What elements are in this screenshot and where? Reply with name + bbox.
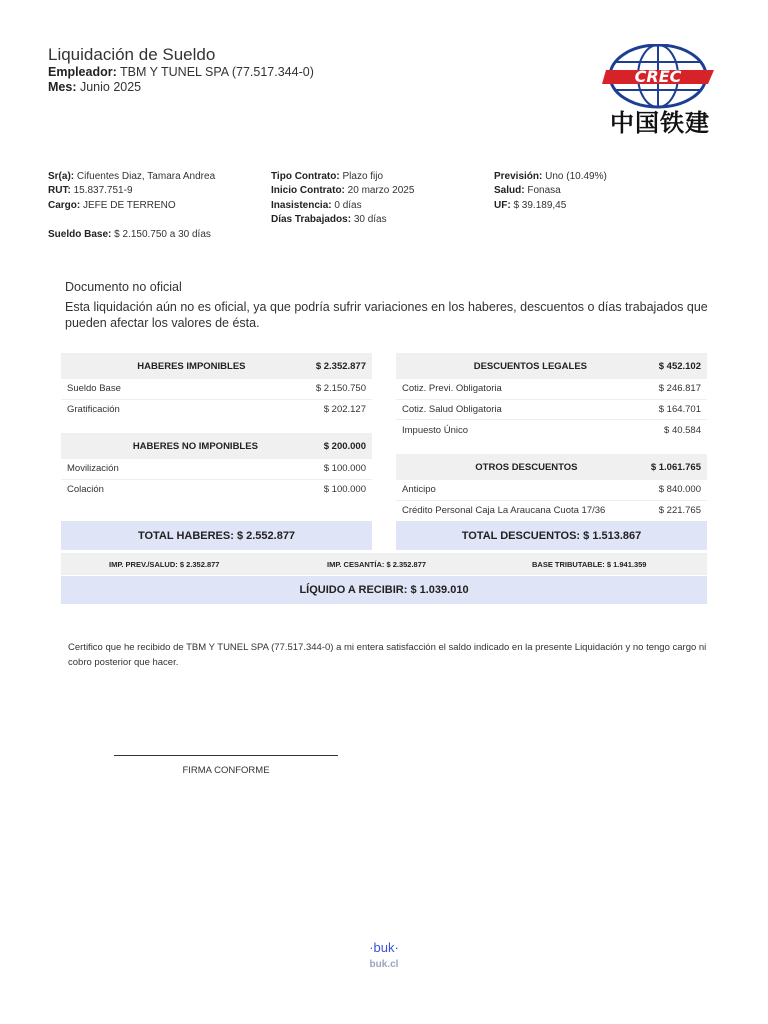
info-line: Salud: Fonasa bbox=[494, 185, 561, 197]
document-title: Liquidación de Sueldo bbox=[48, 45, 216, 64]
imponibles-bar bbox=[61, 553, 707, 575]
total-haberes: TOTAL HABERES: $ 2.552.877 bbox=[61, 521, 372, 550]
base-tributable: BASE TRIBUTABLE: $ 1.941.359 bbox=[532, 560, 647, 569]
table-row: Impuesto Único $ 40.584 bbox=[402, 424, 701, 436]
info-line: Días Trabajados: 30 días bbox=[271, 214, 387, 226]
section-header: DESCUENTOS LEGALES $ 452.102 bbox=[396, 353, 707, 379]
certification-text: Certifico que he recibido de TBM Y TUNEL SPA (77.517.344-0) a mi entera satisfacción el saldo indicado en la presente Liquidación y no tengo cargo ni cobro posterior que hacer. bbox=[68, 642, 707, 668]
info-line: Tipo Contrato: Plazo fijo bbox=[271, 171, 384, 182]
crcc-logo bbox=[600, 44, 720, 140]
info-line: Cargo: JEFE DE TERRENO bbox=[48, 199, 176, 211]
employee-info-col3 bbox=[494, 170, 709, 213]
signature-line bbox=[114, 755, 338, 756]
table-row: Cotiz. Previ. Obligatoria $ 246.817 bbox=[396, 379, 707, 400]
liquido-a-recibir: LÍQUIDO A RECIBIR: $ 1.039.010 bbox=[61, 576, 707, 604]
table-row: Movilización $ 100.000 bbox=[61, 459, 372, 480]
logo-text: CREC bbox=[634, 67, 682, 86]
total-descuentos: TOTAL DESCUENTOS: $ 1.513.867 bbox=[396, 521, 707, 550]
info-line: Previsión: Uno (10.49%) bbox=[494, 171, 607, 182]
signature-label: FIRMA CONFORME bbox=[182, 765, 270, 776]
notice-title: Documento no oficial bbox=[65, 280, 182, 294]
month-value: Junio 2025 bbox=[79, 80, 142, 94]
info-line: UF: $ 39.189,45 bbox=[494, 199, 567, 211]
info-line: Inasistencia: 0 días bbox=[271, 199, 362, 211]
employer-label: Empleador: bbox=[48, 65, 117, 79]
descuentos-legales-table bbox=[396, 353, 707, 441]
imp-cesantia: IMP. CESANTÍA: $ 2.352.877 bbox=[327, 560, 427, 569]
section-header: HABERES IMPONIBLES $ 2.352.877 bbox=[61, 353, 372, 379]
buk-url[interactable]: buk.cl bbox=[369, 959, 399, 970]
table-row: Cotiz. Salud Obligatoria $ 164.701 bbox=[396, 400, 707, 421]
info-line: Sr(a): Cifuentes Diaz, Tamara Andrea bbox=[48, 171, 216, 182]
table-row: Sueldo Base $ 2.150.750 bbox=[61, 379, 372, 400]
buk-logo: ·buk· bbox=[369, 940, 399, 955]
otros-descuentos-table bbox=[396, 454, 707, 521]
section-header: OTROS DESCUENTOS $ 1.061.765 bbox=[396, 454, 707, 480]
haberes-imponibles-table bbox=[61, 353, 372, 420]
imp-prev-salud: IMP. PREV./SALUD: $ 2.352.877 bbox=[109, 560, 220, 569]
sueldo-base-line: Sueldo Base: $ 2.150.750 a 30 días bbox=[48, 228, 211, 240]
employee-info-col1 bbox=[48, 170, 263, 242]
haberes-no-imponibles-table bbox=[61, 433, 372, 500]
table-row: Crédito Personal Caja La Araucana Cuota 17/36 $ 221.765 bbox=[402, 505, 701, 517]
table-row: Anticipo $ 840.000 bbox=[396, 480, 707, 501]
globe-logo-icon bbox=[600, 44, 720, 110]
notice-body: Esta liquidación aún no es oficial, ya que podría sufrir variaciones en los haberes, descuentos o días trabajados que pueden afectar los valores de ésta. bbox=[65, 300, 708, 330]
month-label: Mes: bbox=[48, 80, 77, 94]
employer-value: TBM Y TUNEL SPA (77.517.344-0) bbox=[120, 65, 314, 79]
logo-chinese-text: 中国铁建 bbox=[610, 109, 710, 137]
table-row: Colación $ 100.000 bbox=[67, 484, 366, 496]
unofficial-notice bbox=[65, 279, 715, 331]
section-header: HABERES NO IMPONIBLES $ 200.000 bbox=[61, 433, 372, 459]
table-row: Gratificación $ 202.127 bbox=[67, 404, 366, 416]
info-line: RUT: 15.837.751-9 bbox=[48, 185, 133, 197]
info-line: Inicio Contrato: 20 marzo 2025 bbox=[271, 185, 415, 197]
employee-info-col2 bbox=[271, 170, 486, 228]
